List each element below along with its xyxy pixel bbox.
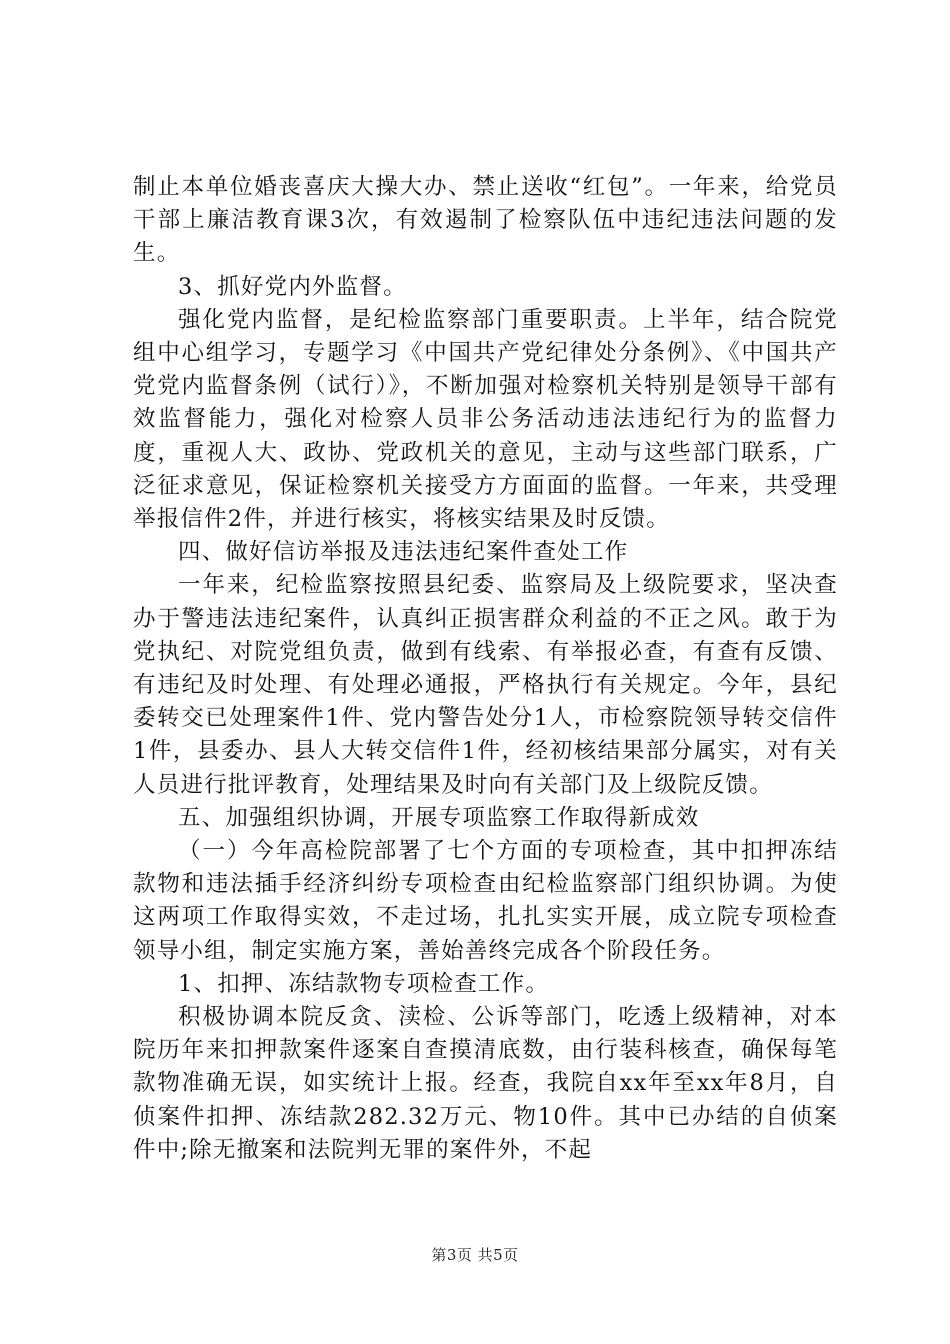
section-heading-4: 四、做好信访举报及违法违纪案件查处工作: [178, 539, 629, 566]
section-heading-5: 五、加强组织协调，开展专项监察工作取得新成效: [178, 804, 700, 831]
subheading-seizure-inspection: 1、扣押、冻结款物专项检查工作。: [178, 970, 550, 997]
paragraph-case-handling: 一年来，纪检监察按照县纪委、监察局及上级院要求，坚决查办于警违法违纪案件，认真纠正损害群众利益的不正之风。敢于为党执纪、对院党组负责，做到有线索、有举报必查，有查有反馈、有违纪及时处理、有处理必通报，严格执行有关规定。今年，县纪委转交已处理案件1件、党内警告处分1人，市检察院领导转交信件1件，县委办、县人大转交信件1件，经初核结果部分属实，对有关人员进行批评教育，处理结果及时向有关部门及上级院反馈。: [133, 572, 838, 798]
paragraph-special-inspection: （一）今年高检院部署了七个方面的专项检查，其中扣押冻结款物和违法插手经济纠纷专项检查由纪检监察部门组织协调。为使这两项工作取得实效，不走过场，扎扎实实开展，成立院专项检查领导小组，制定实施方案，善始善终完成各个阶段任务。: [133, 838, 838, 964]
document-body: [133, 171, 838, 1167]
paragraph-seizure-details: 积极协调本院反贪、渎检、公诉等部门，吃透上级精神，对本院历年来扣押款案件逐案自查摸清底数，由行装科核查，确保每笔款物准确无误，如实统计上报。经查，我院自xx年至xx年8月，自侦案件扣押、冻结款282.32万元、物10件。其中已办结的自侦案件中;除无撤案和法院判无罪的案件外，不起: [133, 1004, 838, 1163]
paragraph-internal-supervision: 强化党内监督，是纪检监察部门重要职责。上半年，结合院党组中心组学习，专题学习《中国共产党纪律处分条例》、《中国共产党党内监督条例（试行）》，不断加强对检察机关特别是领导干部有效监督能力，强化对检察人员非公务活动违法违纪行为的监督力度，重视人大、政协、党政机关的意见，主动与这些部门联系，广泛征求意见，保证检察机关接受方方面面的监督。一年来，共受理举报信件2件，并进行核实，将核实结果及时反馈。: [133, 306, 838, 533]
page-footer: 第3页 共5页: [431, 1246, 519, 1264]
paragraph-continuation: 制止本单位婚丧喜庆大操大办、禁止送收“红包”。一年来，给党员干部上廉洁教育课3次，有效遏制了检察队伍中违纪违法问题的发生。: [133, 174, 838, 267]
subheading-party-supervision: 3、抓好党内外监督。: [178, 273, 407, 300]
